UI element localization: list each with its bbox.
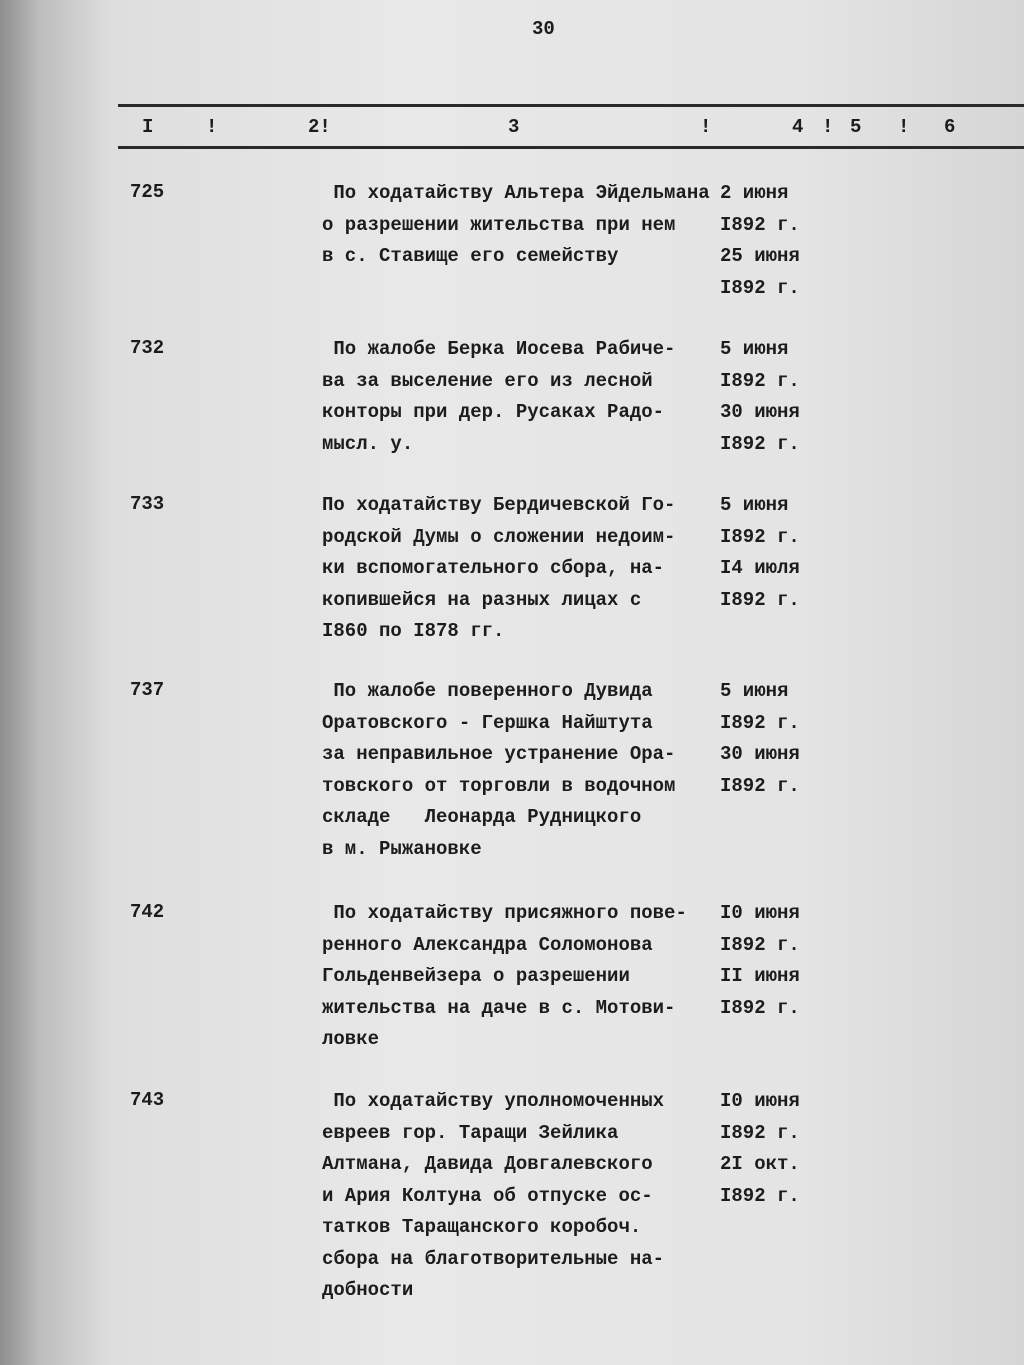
row-line (322, 1086, 842, 1118)
date-text: I892 г. (720, 276, 800, 299)
table-row (322, 898, 842, 1056)
description-text: родской Думы о сложении недоим- (322, 525, 676, 548)
description-text: По ходатайству уполномоченных (322, 1090, 665, 1112)
date-text: I4 июля (720, 557, 800, 579)
date-text: 5 июня (720, 680, 789, 702)
description-text: копившейся на разных лицах с (322, 588, 642, 611)
row-line (322, 178, 842, 210)
row-line (322, 1181, 842, 1213)
date-text: I892 г. (720, 1121, 800, 1144)
date-text: 30 июня (720, 743, 800, 765)
row-line (322, 834, 842, 866)
date-text: I892 г. (720, 369, 800, 392)
row-line (322, 585, 842, 617)
row-line (322, 771, 842, 803)
description-text: и Ария Колтуна об отпуске ос- (322, 1184, 653, 1207)
table-row (322, 490, 842, 648)
date-text: I892 г. (720, 588, 800, 611)
col-6-header: 6 (944, 116, 956, 138)
date-text: I892 г. (720, 996, 800, 1019)
row-line (322, 616, 842, 648)
row-line (322, 522, 842, 554)
header-top-rule (118, 104, 1024, 107)
col-3-header: 3 (508, 116, 520, 138)
date-text: I0 июня (720, 902, 800, 924)
row-line (322, 241, 842, 273)
col-separator: ! (700, 116, 712, 138)
row-line (322, 1212, 842, 1244)
date-text: 25 июня (720, 245, 800, 267)
row-line (322, 210, 842, 242)
col-separator: ! (898, 116, 910, 138)
date-text: I892 г. (720, 774, 800, 797)
row-line (322, 334, 842, 366)
date-text: I892 г. (720, 213, 800, 236)
table-row (322, 178, 842, 304)
row-line (322, 1275, 842, 1307)
description-text: конторы при дер. Русаках Радо- (322, 401, 665, 423)
description-text: складе Леонарда Рудницкого (322, 806, 642, 828)
date-text: I892 г. (720, 711, 800, 734)
row-line (322, 273, 842, 305)
table-row (322, 1086, 842, 1307)
row-line (322, 490, 842, 522)
description-text: евреев гор. Таращи Зейлика (322, 1121, 619, 1144)
description-text: жительства на даче в с. Мотови- (322, 996, 676, 1019)
row-line (322, 397, 842, 429)
entry-number: 725 (130, 181, 165, 203)
description-text: ва за выселение его из лесной (322, 369, 653, 392)
row-line (322, 930, 842, 962)
description-text: ки вспомогательного сбора, на- (322, 557, 665, 579)
col-separator: ! (822, 116, 834, 138)
row-line (322, 1024, 842, 1056)
col-1-header: I (142, 116, 154, 138)
page-number: 30 (532, 18, 555, 40)
description-text: мысл. у. (322, 432, 414, 455)
entry-number: 737 (130, 679, 165, 701)
date-text: 2I окт. (720, 1153, 800, 1175)
col-separator: ! (206, 116, 218, 138)
header-bottom-rule (118, 146, 1024, 149)
row-line (322, 366, 842, 398)
date-text: II июня (720, 965, 800, 987)
date-text: 2 июня (720, 182, 789, 204)
entry-number: 743 (130, 1089, 165, 1111)
date-text: I892 г. (720, 933, 800, 956)
table-row (322, 676, 842, 865)
description-text: добности (322, 1279, 414, 1301)
description-text: ренного Александра Соломонова (322, 933, 653, 956)
col-2-header: 2! (308, 116, 331, 138)
col-5-header: 5 (850, 116, 862, 138)
description-text: I860 по I878 гг. (322, 620, 505, 642)
col-4-header: 4 (792, 116, 804, 138)
date-text: I0 июня (720, 1090, 800, 1112)
row-line (322, 993, 842, 1025)
entry-number: 742 (130, 901, 165, 923)
row-line (322, 1244, 842, 1276)
table-row (322, 334, 842, 460)
entry-number: 733 (130, 493, 165, 515)
row-line (322, 961, 842, 993)
description-text: По ходатайству Альтера Эйдельмана (322, 182, 710, 204)
description-text: сбора на благотворительные на- (322, 1247, 665, 1270)
row-line (322, 1149, 842, 1181)
row-line (322, 802, 842, 834)
row-line (322, 1118, 842, 1150)
date-text: 5 июня (720, 494, 789, 516)
description-text: ловке (322, 1028, 380, 1050)
row-line (322, 708, 842, 740)
description-text: По жалобе поверенного Дувида (322, 680, 653, 702)
date-text: I892 г. (720, 525, 800, 548)
description-text: Гольденвейзера о разрешении (322, 965, 630, 987)
row-line (322, 553, 842, 585)
description-text: Оратовского - Гершка Найштута (322, 711, 653, 734)
description-text: Алтмана, Давида Довгалевского (322, 1153, 653, 1175)
description-text: за неправильное устранение Ора- (322, 743, 676, 765)
row-line (322, 676, 842, 708)
description-text: товского от торговли в водочном (322, 774, 676, 797)
description-text: По ходатайству присяжного пове- (322, 902, 687, 924)
entry-number: 732 (130, 337, 165, 359)
row-line (322, 429, 842, 461)
date-text: I892 г. (720, 432, 800, 455)
row-line (322, 739, 842, 771)
description-text: По жалобе Берка Иосева Рабиче- (322, 338, 676, 360)
description-text: в с. Ставище его семейству (322, 245, 619, 267)
row-line (322, 898, 842, 930)
date-text: 5 июня (720, 338, 789, 360)
date-text: I892 г. (720, 1184, 800, 1207)
description-text: татков Таращанского коробоч. (322, 1216, 642, 1238)
date-text: 30 июня (720, 401, 800, 423)
description-text: о разрешении жительства при нем (322, 213, 676, 236)
description-text: По ходатайству Бердичевской Го- (322, 494, 676, 516)
description-text: в м. Рыжановке (322, 837, 482, 860)
